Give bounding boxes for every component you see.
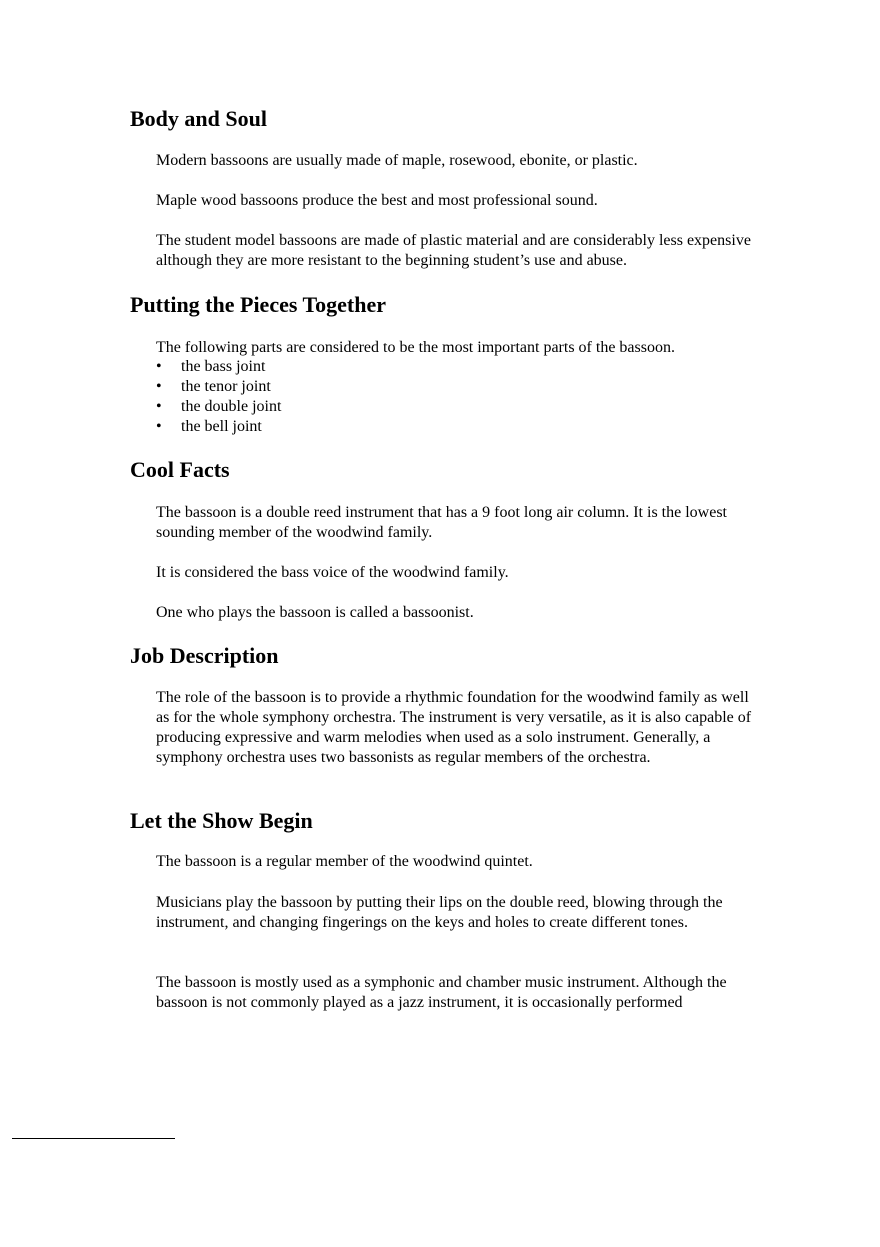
bullet-marker: • xyxy=(156,358,162,375)
body-and-soul-paragraph-2: Maple wood bassoons produce the best and most professional sound. xyxy=(156,192,598,209)
bullet-marker: • xyxy=(156,378,162,395)
cool-facts-paragraph-2: It is considered the bass voice of the woodwind family. xyxy=(156,564,509,581)
cool-facts-paragraph-1: The bassoon is a double reed instrument that has a 9 foot long air column. It is the lowest sounding member of the woodwind family. xyxy=(156,504,727,541)
job-description-paragraph: The role of the bassoon is to provide a rhythmic foundation for the woodwind family as well as for the whole symphony orchestra. The instrument is very versatile, as it is also capable of producing expressive and warm melodies when used as a solo instrument. Generally, a symphony orchestra uses two bassonists as regular members of the orchestra. xyxy=(156,689,752,766)
section-heading-cool-facts: Cool Facts xyxy=(130,457,230,482)
show-begin-paragraph-3: The bassoon is mostly used as a symphonic and chamber music instrument. Although the bassoon is not commonly played as a jazz instrument, it is occasionally performed xyxy=(156,974,727,1011)
section-heading-job-description: Job Description xyxy=(130,643,279,668)
bullet-marker: • xyxy=(156,418,162,435)
pieces-intro-paragraph: The following parts are considered to be the most important parts of the bassoon. xyxy=(156,339,675,356)
list-item xyxy=(156,357,281,377)
body-and-soul-paragraph-3: The student model bassoons are made of plastic material and are considerably less expensive although they are more resistant to the beginning student’s use and abuse. xyxy=(156,232,751,269)
section-heading-putting-the-pieces-together: Putting the Pieces Together xyxy=(130,292,387,317)
list-item-text: the tenor joint xyxy=(181,378,271,395)
bullet-marker: • xyxy=(156,398,162,415)
list-item xyxy=(156,397,281,417)
body-and-soul-paragraph-1: Modern bassoons are usually made of maple, rosewood, ebonite, or plastic. xyxy=(156,152,638,169)
list-item xyxy=(156,377,281,397)
section-heading-let-the-show-begin: Let the Show Begin xyxy=(130,808,313,833)
section-heading-body-and-soul: Body and Soul xyxy=(130,106,267,131)
footnote-separator xyxy=(12,1138,175,1139)
cool-facts-paragraph-3: One who plays the bassoon is called a bassoonist. xyxy=(156,604,474,621)
list-item-text: the double joint xyxy=(181,398,282,415)
list-item-text: the bell joint xyxy=(181,418,262,435)
show-begin-paragraph-2: Musicians play the bassoon by putting their lips on the double reed, blowing through the instrument, and changing fingerings on the keys and holes to create different tones. xyxy=(156,894,723,931)
list-item-text: the bass joint xyxy=(181,358,266,375)
bassoon-parts-list xyxy=(156,357,281,437)
list-item xyxy=(156,417,281,437)
show-begin-paragraph-1: The bassoon is a regular member of the woodwind quintet. xyxy=(156,853,533,870)
